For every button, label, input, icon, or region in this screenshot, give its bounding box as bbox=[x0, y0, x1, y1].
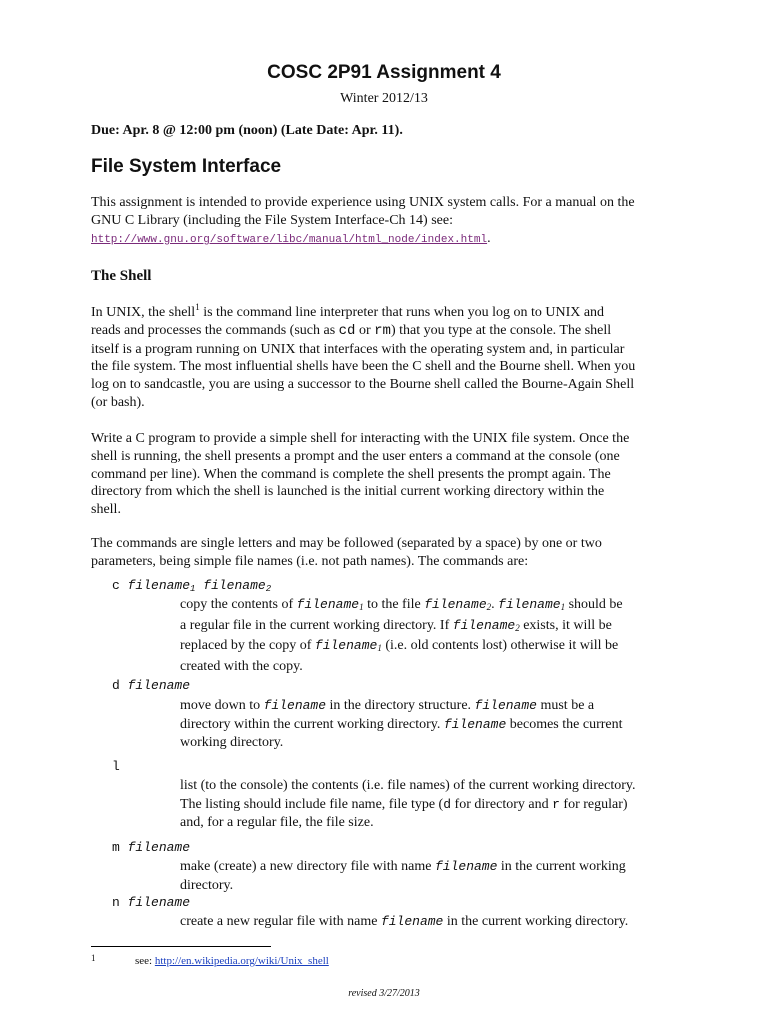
command-n-signature bbox=[112, 895, 190, 910]
text-run: should be bbox=[565, 597, 623, 612]
text-run: (i.e. old contents lost) otherwise it will be bbox=[381, 638, 619, 653]
code-arg: filename bbox=[452, 617, 516, 633]
description-line bbox=[180, 617, 685, 638]
text-run: exists, it will be bbox=[519, 617, 612, 633]
intro-paragraph bbox=[91, 194, 691, 249]
text-run: for directory and bbox=[451, 796, 553, 812]
text-run: in the current working directory. bbox=[443, 914, 629, 929]
manual-link-line bbox=[91, 230, 691, 250]
description-line: list (to the console) the contents (i.e. file names) of the current working directory. bbox=[180, 778, 636, 793]
program-paragraph bbox=[91, 430, 691, 519]
description-line bbox=[180, 716, 685, 735]
section-heading-file-system-interface: File System Interface bbox=[91, 156, 282, 177]
footnote-ref[interactable]: 1 bbox=[195, 302, 200, 312]
command-letter: n bbox=[112, 895, 120, 910]
footnote-number: 1 bbox=[91, 953, 96, 963]
description-line bbox=[180, 858, 685, 877]
code-cd: cd bbox=[338, 322, 356, 339]
footnote-rule bbox=[91, 946, 271, 947]
command-letter: d bbox=[112, 678, 120, 693]
description-line: created with the copy. bbox=[180, 658, 303, 674]
paragraph-line: directory from which the shell is launched is the initial current working directory within the bbox=[91, 484, 605, 500]
arg-subscript: 1 bbox=[560, 602, 566, 612]
shell-paragraph bbox=[91, 304, 691, 412]
intro-line: GNU C Library (including the File System Interface-Ch 14) see: bbox=[91, 212, 453, 228]
footnote-link[interactable]: http://en.wikipedia.org/wiki/Unix_shell bbox=[154, 955, 329, 967]
text-run: in the current working bbox=[497, 859, 626, 874]
command-c-signature bbox=[112, 578, 271, 594]
command-m-description bbox=[180, 858, 685, 895]
description-line bbox=[180, 596, 685, 617]
text-run: must be a bbox=[536, 698, 595, 713]
paragraph-line bbox=[91, 322, 691, 341]
arg-subscript: 2 bbox=[265, 584, 272, 594]
command-arg: filename bbox=[203, 578, 266, 593]
due-date: Due: Apr. 8 @ 12:00 pm (noon) (Late Date: Apr. 11). bbox=[91, 123, 403, 138]
code-arg: filename bbox=[434, 859, 498, 874]
description-line bbox=[180, 697, 685, 716]
arg-subscript: 2 bbox=[515, 622, 520, 633]
description-line bbox=[180, 637, 685, 658]
paragraph-line: Write a C program to provide a simple shell for interacting with the UNIX file system. Once the bbox=[91, 431, 630, 446]
arg-subscript: 2 bbox=[486, 602, 492, 612]
command-arg: filename bbox=[127, 578, 191, 593]
text-run: a regular file in the current working directory. If bbox=[180, 617, 453, 633]
text-run: is the command line interpreter that runs when you log on to UNIX and bbox=[199, 305, 605, 320]
paragraph-line bbox=[91, 304, 691, 322]
document-title: COSC 2P91 Assignment 4 bbox=[267, 62, 501, 83]
paragraph-line: parameters, being simple file names (i.e. not path names). The commands are: bbox=[91, 553, 529, 569]
paragraph-line: (or bash). bbox=[91, 394, 145, 410]
code-arg: filename bbox=[296, 597, 360, 612]
command-c-description bbox=[180, 596, 685, 676]
paragraph-line: The commands are single letters and may be followed (separated by a space) by one or two bbox=[91, 536, 602, 551]
text-run: directory within the current working directory. bbox=[180, 716, 444, 732]
paragraph-line: command per line). When the command is complete the shell presents the prompt again. The bbox=[91, 466, 611, 482]
text-run: to the file bbox=[363, 597, 425, 612]
intro-line: This assignment is intended to provide experience using UNIX system calls. For a manual on the bbox=[91, 195, 635, 210]
command-arg: filename bbox=[127, 895, 191, 910]
text-run: move down to bbox=[180, 698, 264, 713]
text-run: The listing should include file name, file type ( bbox=[180, 796, 444, 812]
text-run: In UNIX, the shell bbox=[91, 305, 196, 320]
code-arg: filename bbox=[474, 698, 537, 713]
manual-link[interactable]: http://www.gnu.org/software/libc/manual/html_node/index.html bbox=[91, 233, 488, 246]
code-arg: filename bbox=[443, 716, 507, 732]
command-letter: m bbox=[112, 840, 120, 855]
paragraph-line: the file system. The most influential shells have been the C shell and the Bourne shell. When you bbox=[91, 359, 636, 375]
command-letter: l bbox=[112, 759, 120, 774]
text-run: reads and processes the commands (such as bbox=[91, 322, 339, 338]
arg-subscript: 1 bbox=[359, 602, 364, 612]
code-arg: filename bbox=[424, 597, 487, 612]
command-letter: c bbox=[112, 578, 120, 593]
description-line: directory. bbox=[180, 877, 234, 893]
commands-paragraph bbox=[91, 535, 691, 571]
code-r: r bbox=[552, 796, 560, 812]
command-l-signature bbox=[112, 759, 120, 774]
code-arg: filename bbox=[380, 914, 444, 929]
paragraph-line: shell. bbox=[91, 502, 121, 518]
code-arg: filename bbox=[263, 698, 327, 713]
code-rm: rm bbox=[374, 322, 391, 339]
text-run: for regular) bbox=[559, 796, 628, 812]
code-arg: filename bbox=[314, 638, 378, 653]
paragraph-line: itself is a program running on UNIX that interfaces with the operating system and, in particular bbox=[91, 341, 625, 357]
arg-subscript: 1 bbox=[190, 584, 196, 594]
text-run: ) that you type at the console. The shell bbox=[390, 322, 612, 338]
command-l-description bbox=[180, 777, 685, 833]
description-line: and, for a regular file, the file size. bbox=[180, 815, 374, 830]
description-line bbox=[180, 913, 685, 932]
text-run: replaced by the copy of bbox=[180, 638, 315, 653]
command-d-description bbox=[180, 697, 685, 753]
text-run: make (create) a new directory file with name bbox=[180, 859, 435, 874]
text-run: copy the contents of bbox=[180, 597, 297, 612]
section-heading-the-shell: The Shell bbox=[91, 268, 152, 284]
text-run: . bbox=[491, 597, 499, 612]
footnote-text bbox=[135, 955, 329, 967]
command-arg: filename bbox=[127, 840, 191, 855]
document-subtitle: Winter 2012/13 bbox=[340, 91, 428, 106]
link-period: . bbox=[487, 230, 491, 246]
arg-subscript: 1 bbox=[377, 643, 382, 653]
text-run: becomes the current bbox=[506, 716, 623, 732]
code-arg: filename bbox=[498, 597, 561, 612]
description-line: working directory. bbox=[180, 735, 284, 750]
footnote-label: see: bbox=[135, 955, 155, 967]
code-d: d bbox=[443, 796, 452, 812]
command-n-description bbox=[180, 913, 685, 932]
command-arg: filename bbox=[127, 678, 191, 693]
paragraph-line: shell is running, the shell presents a prompt and the user enters a command at the console (one bbox=[91, 448, 620, 464]
revision-footer: revised 3/27/2013 bbox=[348, 988, 420, 999]
paragraph-line: log on to sandcastle, you are using a successor to the Bourne shell called the Bourne-Again Shell bbox=[91, 377, 635, 393]
description-line bbox=[180, 796, 685, 815]
command-d-signature bbox=[112, 678, 190, 693]
command-m-signature bbox=[112, 840, 190, 855]
text-run: create a new regular file with name bbox=[180, 914, 381, 929]
text-run: in the directory structure. bbox=[326, 698, 475, 713]
text-run: or bbox=[355, 322, 375, 338]
